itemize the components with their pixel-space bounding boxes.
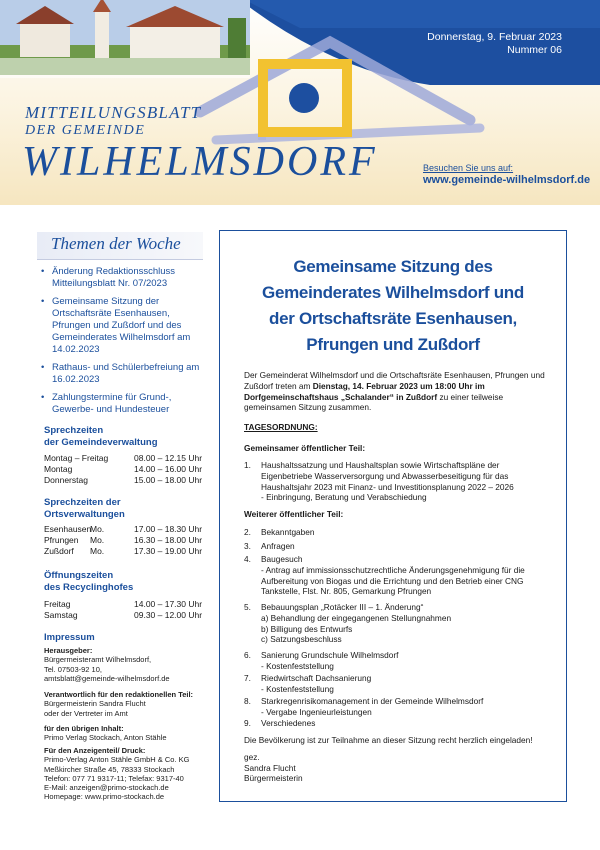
hours-time: 16.30 – 18.00 Uhr bbox=[134, 535, 203, 545]
intro-date-location: Dienstag, 14. Februar 2023 um 18:00 Uhr im Dorfgemeinschaftshaus „Schalander“ in Zußdorf bbox=[244, 380, 485, 402]
impressum-block bbox=[44, 646, 214, 683]
impressum-line: Primo Verlag Stockach, Anton Stähle bbox=[44, 733, 167, 743]
issue-date: Donnerstag, 9. Februar 2023 bbox=[427, 31, 562, 43]
issue-number: Nummer 06 bbox=[507, 44, 562, 56]
agenda-text: Bebauungsplan „Rotäcker III – 1. Änderung“ bbox=[261, 602, 424, 612]
agenda-number: 1. bbox=[244, 460, 251, 470]
agenda-number: 4. bbox=[244, 554, 251, 564]
impressum-line: Tel. 07503-92 10, bbox=[44, 664, 102, 674]
agenda-number: 3. bbox=[244, 541, 251, 551]
tagesordnung-heading: TAGESORDNUNG: bbox=[244, 422, 318, 432]
agenda-sub: - Vergabe Ingenieurleistungen bbox=[261, 706, 372, 717]
topic-item[interactable]: • Gemeinsame Sitzung der Ortschaftsräte Esenhausen, Pfrungen und Zußdorf und des Gemeinderates Wilhelmsdorf am 14.02.2023 bbox=[40, 296, 210, 356]
agenda-sub: - Kostenfeststellung bbox=[261, 660, 334, 671]
impressum-block bbox=[44, 746, 214, 802]
headline-line: Pfrungen und Zußdorf bbox=[306, 335, 480, 354]
hours-place: Esenhausen bbox=[44, 524, 92, 534]
topic-item[interactable]: • Zahlungstermine für Grund-, Gewerbe- und Hundesteuer bbox=[40, 392, 210, 416]
issue-info bbox=[427, 31, 562, 57]
hours-time: 17.30 – 19.00 Uhr bbox=[134, 546, 203, 556]
impressum-head: Herausgeber: bbox=[44, 646, 93, 655]
impressum-head: Verantwortlich für den redaktionellen Teil: bbox=[44, 690, 194, 699]
sprechzeiten-gv-title bbox=[44, 425, 158, 449]
impressum-line: oder der Vertreter im Amt bbox=[44, 708, 128, 718]
masthead-title-line2: DER GEMEINDE bbox=[25, 123, 146, 138]
closing-text: Die Bevölkerung ist zur Teilnahme an dieser Sitzung recht herzlich eingeladen! bbox=[244, 735, 533, 745]
hours-time: 14.00 – 17.30 Uhr bbox=[134, 599, 203, 609]
impressum-line: Meßkircher Straße 45, 78333 Stockach bbox=[44, 764, 175, 774]
hours-place: Zußdorf bbox=[44, 546, 74, 556]
signature-title: Bürgermeisterin bbox=[244, 773, 303, 783]
article-intro bbox=[244, 370, 546, 413]
hours-day: Samstag bbox=[44, 610, 78, 620]
hours-time: 09.30 – 12.00 Uhr bbox=[134, 610, 203, 620]
website-link[interactable]: www.gemeinde-wilhelmsdorf.de bbox=[423, 174, 591, 186]
impressum-line: amtsblatt@gemeinde-wilhelmsdorf.de bbox=[44, 673, 170, 683]
public-joint-heading: Gemeinsamer öffentlicher Teil: bbox=[244, 443, 366, 453]
recycling-title bbox=[44, 570, 133, 594]
agenda-number: 7. bbox=[244, 673, 251, 683]
masthead-title-line1: MITTEILUNGSBLATT bbox=[25, 103, 202, 122]
impressum-line: Primo-Verlag Anton Stähle GmbH & Co. KG bbox=[44, 755, 190, 765]
hours-day: Freitag bbox=[44, 599, 71, 609]
impressum-title: Impressum bbox=[44, 632, 95, 643]
signature-line: gez. bbox=[244, 752, 260, 762]
intro-text: zu einer teilweise gemeinsamen Sitzung zusammen. bbox=[244, 391, 504, 413]
hours-day: Mo. bbox=[90, 535, 105, 545]
agenda-sub: - Kostenfeststellung bbox=[261, 683, 334, 694]
agenda-text: Sanierung Grundschule Wilhelmsdorf bbox=[261, 650, 399, 660]
impressum-line: Homepage: www.primo-stockach.de bbox=[44, 792, 165, 802]
section-title-line: der Gemeindeverwaltung bbox=[44, 437, 158, 448]
themen-title: Themen der Woche bbox=[51, 234, 181, 253]
topic-list bbox=[40, 266, 210, 422]
article-headline bbox=[226, 254, 560, 358]
impressum-line: Telefon: 077 71 9317-11; Telefax: 9317-40 bbox=[44, 773, 184, 783]
hours-day: Montag – Freitag bbox=[44, 453, 109, 463]
topic-item[interactable]: • Änderung Redaktionsschluss Mitteilungsblatt Nr. 07/2023 bbox=[40, 266, 210, 290]
section-title-line: Sprechzeiten bbox=[44, 425, 104, 436]
hours-time: 17.00 – 18.30 Uhr bbox=[134, 524, 203, 534]
hours-day: Montag bbox=[44, 464, 73, 474]
hours-time: 15.00 – 18.00 Uhr bbox=[134, 475, 203, 485]
agenda-number: 5. bbox=[244, 602, 251, 612]
agenda-sub: - Antrag auf immissionsschutzrechtliche Änderungsgenehmigung für die Aufbereitung von Biogas und die Errichtung und den Betrieb einer CNG Tankstelle, Flst. Nr. 805, Gemarkung Pfrungen bbox=[261, 564, 525, 597]
impressum-head: Für den Anzeigenteil/ Druck: bbox=[44, 746, 146, 755]
agenda-text: Starkregenrisikomanagement in der Gemeinde Wilhelmsdorf bbox=[261, 696, 484, 706]
public-more-heading: Weiterer öffentlicher Teil: bbox=[244, 509, 344, 519]
hours-day: Donnerstag bbox=[44, 475, 88, 485]
masthead-title-main: WILHELMSDORF bbox=[22, 139, 378, 185]
impressum-line: Bürgermeisteramt Wilhelmsdorf, bbox=[44, 655, 152, 665]
sprechzeiten-ov-title bbox=[44, 497, 125, 521]
agenda-sub: - Einbringung, Beratung und Verabschiedung bbox=[261, 492, 427, 503]
agenda-text: Anfragen bbox=[261, 541, 295, 551]
impressum-block bbox=[44, 690, 214, 718]
agenda-number: 6. bbox=[244, 650, 251, 660]
masthead bbox=[0, 0, 600, 205]
signature-name: Sandra Flucht bbox=[244, 762, 296, 773]
agenda-text: Verschiedenes bbox=[261, 718, 316, 728]
agenda-text: Baugesuch bbox=[261, 554, 303, 564]
hours-time: 08.00 – 12.15 Uhr bbox=[134, 453, 203, 463]
agenda-number: 2. bbox=[244, 527, 251, 537]
agenda-text: Bekanntgaben bbox=[261, 527, 315, 537]
section-title-line: Ortsverwaltungen bbox=[44, 509, 125, 520]
impressum-block bbox=[44, 724, 214, 743]
agenda-sub: a) Behandlung der eingegangenen Stellungnahmen b) Billigung des Entwurfs c) Satzungsbeschluss bbox=[261, 612, 452, 645]
headline-line: Gemeinsame Sitzung des bbox=[293, 257, 493, 276]
section-title-line: des Recyclinghofes bbox=[44, 582, 134, 593]
hours-time: 14.00 – 16.00 Uhr bbox=[134, 464, 203, 474]
section-title-line: Sprechzeiten der bbox=[44, 497, 121, 508]
topic-item[interactable]: • Rathaus- und Schülerbefreiung am 16.02.2023 bbox=[40, 362, 210, 386]
impressum-head: für den übrigen Inhalt: bbox=[44, 724, 124, 733]
intro-text: Der Gemeinderat Wilhelmsdorf und die Ortschaftsräte Esenhausen, Pfrungen und Zußdorf treten am bbox=[244, 370, 545, 391]
section-title-line: Öffnungszeiten bbox=[44, 570, 114, 581]
agenda-text: Riedwirtschaft Dachsanierung bbox=[261, 673, 372, 683]
agenda-text: Haushaltssatzung und Haushaltsplan sowie Wirtschaftspläne der Eigenbetriebe Wasserversorgung und Abwasserbeseitigung für das Haushaltsjahr 2023 mit Finanz- und Investitionsplanung 2022 – 2026 bbox=[261, 460, 514, 492]
impressum-line: E-Mail: anzeigen@primo-stockach.de bbox=[44, 783, 169, 793]
themen-heading bbox=[37, 232, 203, 260]
headline-line: der Ortschaftsräte Esenhausen, bbox=[269, 309, 517, 328]
agenda-number: 9. bbox=[244, 718, 251, 728]
hours-place: Pfrungen bbox=[44, 535, 79, 545]
signature bbox=[244, 752, 303, 784]
agenda-number: 8. bbox=[244, 696, 251, 706]
hours-day: Mo. bbox=[90, 546, 105, 556]
impressum-line: Bürgermeisterin Sandra Flucht bbox=[44, 699, 146, 709]
visit-label: Besuchen Sie uns auf: bbox=[423, 163, 514, 173]
headline-line: Gemeinderates Wilhelmsdorf und bbox=[262, 283, 524, 302]
hours-day: Mo. bbox=[90, 524, 105, 534]
